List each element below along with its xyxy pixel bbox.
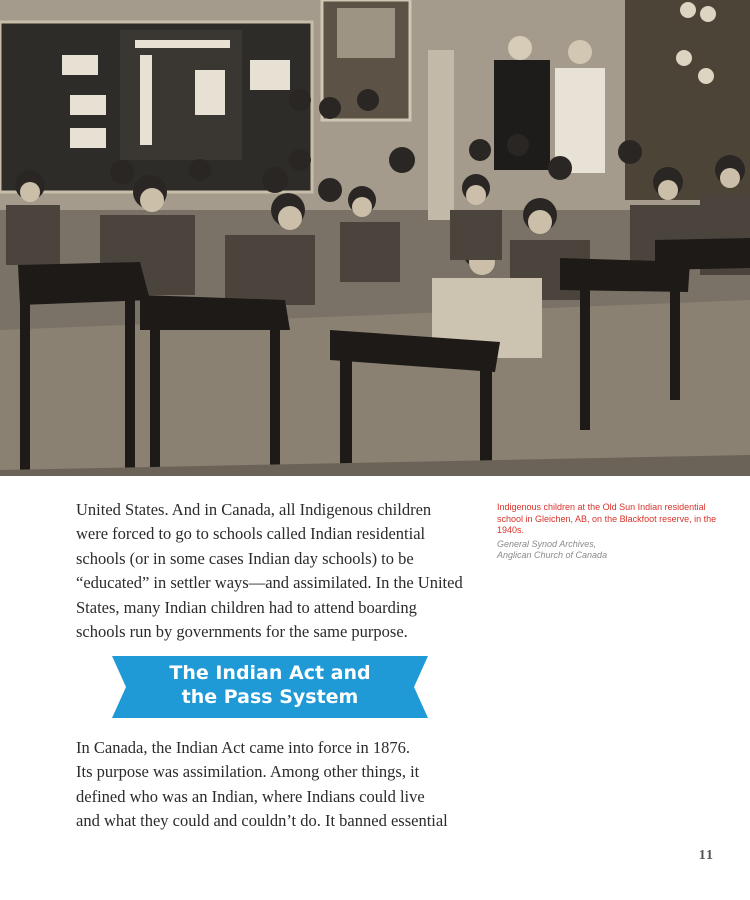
section-heading-banner	[112, 656, 428, 718]
caption-credit-line: General Synod Archives,	[497, 538, 597, 549]
caption-credit	[497, 539, 727, 562]
caption-text: Indigenous children at the Old Sun Indian residential school in Gleichen, AB, on the Blackfoot reserve, in the 1940s.	[497, 502, 717, 535]
text-line: In Canada, the Indian Act came into force in 1876.	[76, 738, 411, 757]
body-paragraph-2	[76, 736, 466, 834]
text-line: defined who was an Indian, where Indians could live	[76, 786, 425, 806]
text-line: States, many Indian children had to attend boarding	[76, 597, 417, 617]
photo-caption	[497, 502, 727, 562]
body-paragraph-1	[76, 498, 466, 644]
section-heading-line: The Indian Act and	[169, 662, 371, 684]
text-line: schools (or in some cases Indian day schools) to be	[76, 548, 414, 568]
text-line: and what they could and couldn’t do. It banned essential	[76, 811, 448, 831]
text-line: schools run by governments for the same purpose.	[76, 622, 408, 642]
section-heading	[112, 661, 428, 709]
text-line: United States. And in Canada, all Indigenous children	[76, 500, 432, 519]
caption-credit-line: Anglican Church of Canada	[497, 550, 608, 560]
text-line: were forced to go to schools called Indian residential	[76, 524, 426, 544]
text-line: Its purpose was assimilation. Among other things, it	[76, 762, 420, 782]
page-number: 11	[698, 848, 714, 863]
text-line: “educated” in settler ways—and assimilated. In the United	[76, 573, 463, 593]
section-heading-line: the Pass System	[181, 686, 359, 708]
